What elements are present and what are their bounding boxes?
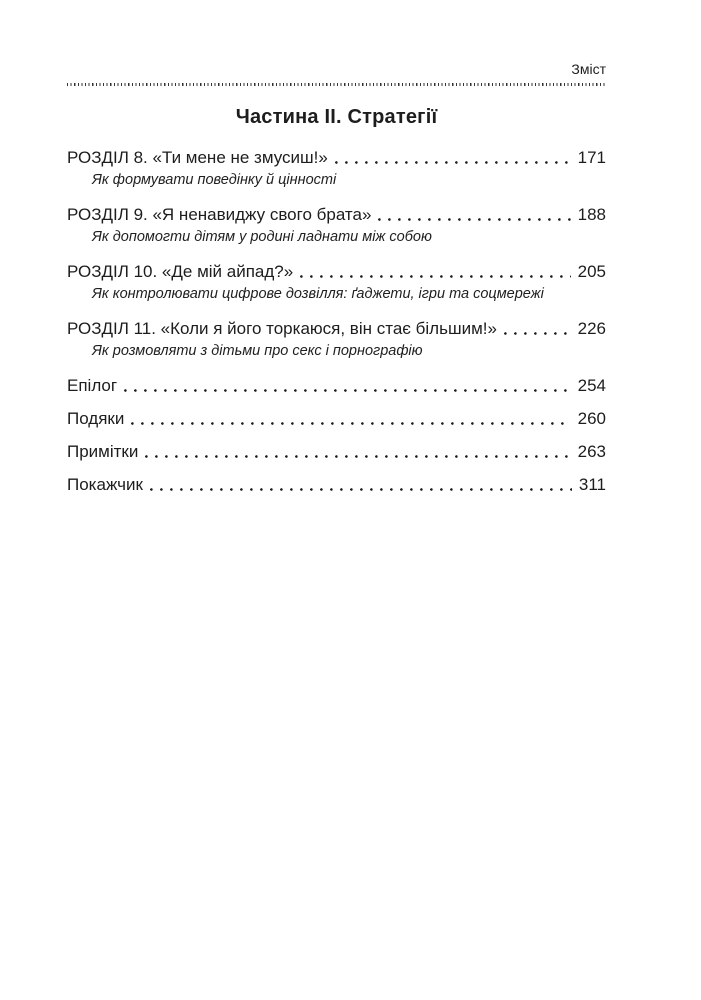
toc-entry-row [67,204,606,226]
toc-entry[interactable] [67,318,606,361]
toc-entry-page: 260 [577,409,606,428]
dot-leader [150,487,572,492]
running-head [67,60,606,78]
header-divider [67,83,606,86]
toc-entry-subtitle: Як розмовляти з дітьми про секс і порнографію [92,343,423,359]
toc-entry-subtitle: Як формувати поведінку й цінності [92,172,337,188]
toc-entry[interactable] [67,375,606,397]
toc-entry[interactable] [67,204,606,247]
toc-entry[interactable] [67,441,606,463]
dot-leader [300,274,570,279]
toc-entry-label: Епілог [67,376,118,395]
toc-entry-page: 205 [577,262,606,281]
toc-entry-page: 226 [577,319,606,338]
toc-entry-label: Подяки [67,409,125,428]
toc-entry[interactable] [67,147,606,190]
toc-entry-row [67,318,606,340]
toc-entry-label: РОЗДІЛ 11. «Коли я його торкаюся, він стає більшим!» [67,319,497,338]
toc-entry-page: 263 [577,442,606,461]
toc-entry-page: 188 [577,205,606,224]
toc-entry-row [67,147,606,169]
toc-entry-label: РОЗДІЛ 8. «Ти мене не змусиш!» [67,148,328,167]
dot-leader [335,160,571,165]
toc-entry-page: 254 [577,376,606,395]
toc-entry-label: РОЗДІЛ 10. «Де мій айпад?» [67,262,294,281]
toc-list [67,147,606,496]
running-head-label: Зміст [571,61,606,77]
toc-entry-page: 311 [578,475,606,494]
toc-entry[interactable] [67,261,606,304]
dot-leader [131,421,570,426]
part-title: Частина II. Стратегії [235,106,438,128]
dot-leader [124,388,571,393]
toc-entry-row [67,408,606,430]
dot-leader [504,331,571,336]
toc-entry-page: 171 [577,148,606,167]
toc-entry-label: Покажчик [67,475,143,494]
toc-entry-row [67,441,606,463]
toc-entry[interactable] [67,474,606,496]
toc-entry-label: РОЗДІЛ 9. «Я ненавиджу свого брата» [67,205,372,224]
toc-entry-label: Примітки [67,442,139,461]
toc-entry-subtitle: Як допомогти дітям у родині ладнати між собою [92,229,432,245]
toc-entry-subtitle: Як контролювати цифрове дозвілля: ґаджети, ігри та соцмережі [92,286,544,302]
toc-entry-row [67,474,606,496]
toc-entry-row [67,375,606,397]
toc-entry-row [67,261,606,283]
dot-leader [145,454,570,459]
dot-leader [378,217,570,222]
toc-entry[interactable] [67,408,606,430]
